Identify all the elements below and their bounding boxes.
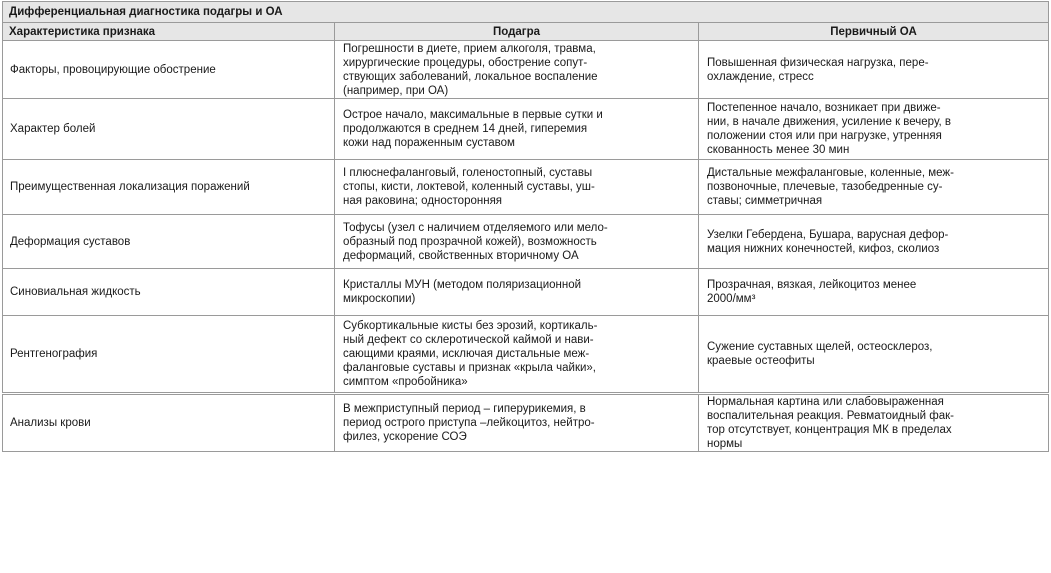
gout-cell-line: сающими краями, исключая дистальные меж- (343, 348, 590, 360)
gout-cell-line: Погрешности в диете, прием алкоголя, травма, (343, 42, 596, 55)
oa-cell-line: Прозрачная, вязкая, лейкоцитоз менее (707, 279, 917, 291)
feature-cell: Рентгенография (3, 316, 335, 394)
table-row (3, 99, 1049, 160)
gout-cell-line: стопы, кисти, локтевой, коленный суставы, уш- (343, 181, 595, 193)
gout-cell-line: фаланговые суставы и признак «крыла чайки», (343, 362, 596, 374)
table-title-row (3, 2, 1049, 23)
gout-cell-line: Тофусы (узел с наличием отделяемого или мело- (343, 221, 608, 234)
header-feature: Характеристика признака (3, 23, 335, 41)
table-row (3, 316, 1049, 394)
gout-cell-line: (например, при ОА) (343, 84, 449, 97)
oa-cell (699, 316, 1049, 394)
feature-cell: Преимущественная локализация поражений (3, 160, 335, 215)
gout-cell-line: период острого приступа –лейкоцитоз, нейтро- (343, 417, 595, 429)
oa-cell-line: позвоночные, плечевые, тазобедренные су- (707, 181, 943, 193)
gout-cell-line: филез, ускорение СОЭ (343, 431, 467, 443)
feature-cell: Деформация суставов (3, 215, 335, 269)
table-row (3, 215, 1049, 269)
table-header-row (3, 23, 1049, 41)
gout-cell-line: I плюснефаланговый, голеностопный, суставы (343, 167, 593, 179)
table-row (3, 269, 1049, 316)
oa-cell-line: Сужение суставных щелей, остеосклероз, (707, 341, 933, 353)
gout-cell-line: продолжаются в среднем 14 дней, гиперемия (343, 123, 588, 135)
feature-cell: Анализы крови (3, 394, 335, 452)
oa-cell-line: Узелки Гебердена, Бушара, варусная дефор- (707, 228, 949, 241)
oa-cell (699, 394, 1049, 452)
gout-cell-line: симптом «пробойника» (343, 376, 468, 388)
gout-cell (335, 269, 699, 316)
oa-cell (699, 269, 1049, 316)
gout-cell-line: кожи над пораженным суставом (343, 137, 515, 149)
table-row (3, 160, 1049, 215)
table-row (3, 41, 1049, 99)
gout-cell (335, 316, 699, 394)
feature-cell: Синовиальная жидкость (3, 269, 335, 316)
oa-cell-line: Постепенное начало, возникает при движе- (707, 102, 941, 114)
gout-cell (335, 41, 699, 99)
gout-cell-line: хирургические процедуры, обострение сопут- (343, 56, 588, 69)
oa-cell-line: Нормальная картина или слабовыраженная (707, 396, 944, 408)
feature-cell: Характер болей (3, 99, 335, 160)
oa-cell-line: положении стоя или при нагрузке, утренняя (707, 130, 942, 142)
oa-cell-line: воспалительная реакция. Ревматоидный фак- (707, 410, 954, 422)
gout-cell-line: Субкортикальные кисты без эрозий, кортикаль- (343, 320, 598, 332)
table-title: Дифференциальная диагностика подагры и ОА (3, 2, 1049, 23)
header-gout: Подагра (335, 23, 699, 41)
gout-cell-line: Острое начало, максимальные в первые сутки и (343, 109, 603, 121)
header-oa: Первичный ОА (699, 23, 1049, 41)
oa-cell-line: скованность менее 30 мин (707, 144, 850, 156)
oa-cell-line: Повышенная физическая нагрузка, пере- (707, 56, 929, 69)
oa-cell-line: охлаждение, стресс (707, 70, 814, 83)
oa-cell (699, 99, 1049, 160)
oa-cell-line: ставы; симметричная (707, 195, 823, 207)
gout-cell-line: ствующих заболеваний, локальное воспаление (343, 70, 598, 83)
feature-cell: Факторы, провоцирующие обострение (3, 41, 335, 99)
oa-cell-line: краевые остеофиты (707, 355, 815, 367)
oa-cell-line: нии, в начале движения, усиление к вечеру, в (707, 116, 952, 128)
gout-cell-line: микроскопии) (343, 293, 416, 305)
oa-cell-line: Дистальные межфаланговые, коленные, меж- (707, 167, 954, 179)
gout-cell-line: Кристаллы МУН (методом поляризационной (343, 279, 582, 291)
gout-cell (335, 160, 699, 215)
oa-cell-line: нормы (707, 438, 743, 450)
gout-cell-line: ный дефект со склеротической каймой и нави- (343, 334, 594, 346)
gout-cell-line: ная раковина; односторонняя (343, 195, 503, 207)
gout-cell-line: В межприступный период – гиперурикемия, в (343, 403, 586, 415)
gout-cell (335, 394, 699, 452)
oa-cell-line: тор отсутствует, концентрация МК в пределах (707, 424, 952, 436)
gout-cell-line: образный под прозрачной кожей), возможность (343, 235, 597, 248)
oa-cell-line: мация нижних конечностей, кифоз, сколиоз (707, 242, 940, 255)
oa-cell (699, 160, 1049, 215)
oa-cell-line: 2000/мм³ (707, 293, 756, 305)
gout-cell (335, 215, 699, 269)
gout-cell (335, 99, 699, 160)
oa-cell (699, 41, 1049, 99)
oa-cell (699, 215, 1049, 269)
gout-cell-line: деформаций, свойственных вторичному ОА (343, 249, 579, 262)
diagnosis-table (2, 1, 1049, 452)
table-row (3, 394, 1049, 452)
